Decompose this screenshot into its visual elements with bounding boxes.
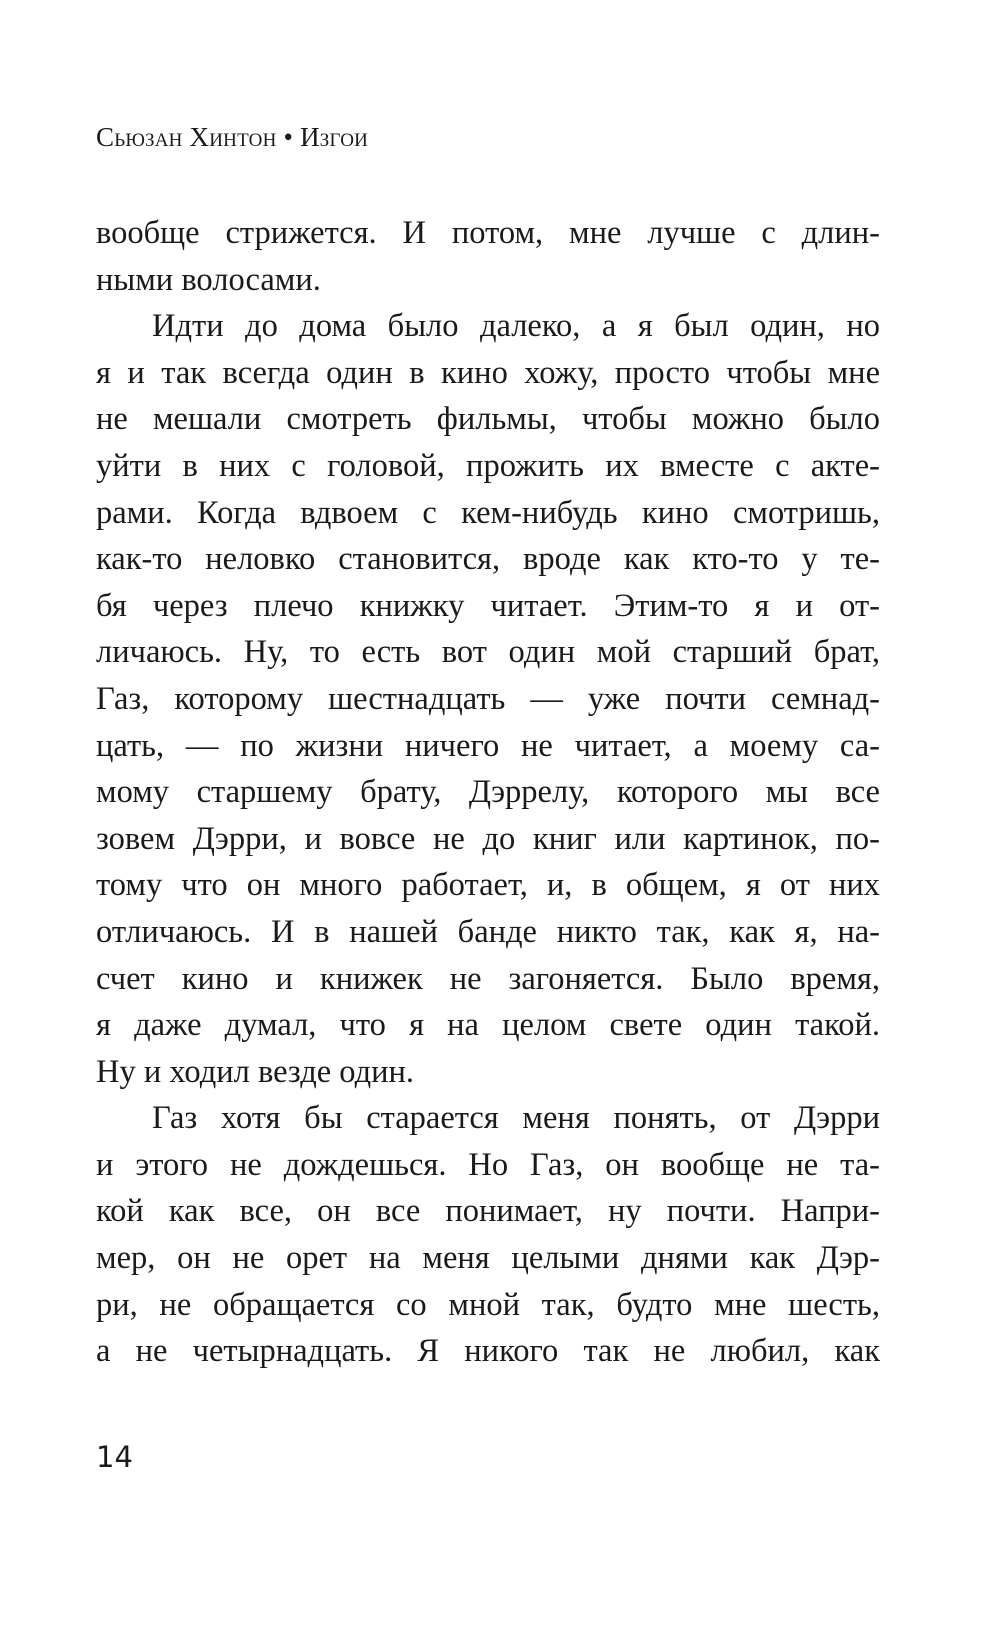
text-line: зовем Дэрри, и вовсе не до книг или картинок, по- — [96, 820, 880, 857]
page-number: 14 — [96, 1440, 133, 1474]
header-author: Сьюзан Хинтон — [96, 122, 277, 152]
text-line: Ну и ходил везде один. — [96, 1053, 415, 1090]
text-line: бя через плечо книжку читает. Этим-то я и от- — [96, 587, 880, 624]
text-line: я и так всегда один в кино хожу, просто чтобы мне — [96, 354, 880, 391]
text-line: я даже думал, что я на целом свете один такой. — [96, 1007, 880, 1044]
text-line: Газ хотя бы старается меня понять, от Дэрри — [152, 1100, 880, 1137]
text-line: Газ, которому шестнадцать — уже почти семнад- — [96, 680, 880, 717]
text-line: уйти в них с головой, прожить их вместе с акте- — [96, 447, 880, 484]
text-line: цать, — по жизни ничего не читает, а моему са- — [96, 727, 880, 764]
header-title: Изгои — [300, 122, 369, 152]
text-line: отличаюсь. И в нашей банде никто так, как я, на- — [96, 913, 880, 950]
text-line: Идти до дома было далеко, а я был один, но — [152, 308, 880, 345]
text-line: ными волосами. — [96, 261, 321, 298]
running-header — [96, 122, 368, 153]
header-separator: • — [283, 122, 294, 152]
text-line: кой как все, он все понимает, ну почти. Напри- — [96, 1193, 880, 1230]
text-line: и этого не дождешься. Но Газ, он вообще не та- — [96, 1146, 880, 1183]
text-line: мому старшему брату, Дэррелу, которого мы все — [96, 774, 880, 811]
text-line: личаюсь. Ну, то есть вот один мой старший брат, — [96, 634, 880, 671]
text-line: рами. Когда вдвоем с кем-нибудь кино смотришь, — [96, 494, 880, 531]
text-line: тому что он много работает, и, в общем, я от них — [96, 867, 880, 904]
text-line: ри, не обращается со мной так, будто мне шесть, — [96, 1286, 880, 1323]
text-line: как-то неловко становится, вроде как кто-то у те- — [96, 541, 880, 578]
body-text — [96, 210, 880, 1375]
text-line: мер, он не орет на меня целыми днями как Дэр- — [96, 1240, 880, 1277]
text-line: а не четырнадцать. Я никого так не любил, как — [96, 1333, 880, 1370]
text-line: не мешали смотреть фильмы, чтобы можно было — [96, 401, 880, 438]
text-line: счет кино и книжек не загоняется. Было время, — [96, 960, 880, 997]
text-line: вообще стрижется. И потом, мне лучше с длин- — [96, 215, 880, 251]
